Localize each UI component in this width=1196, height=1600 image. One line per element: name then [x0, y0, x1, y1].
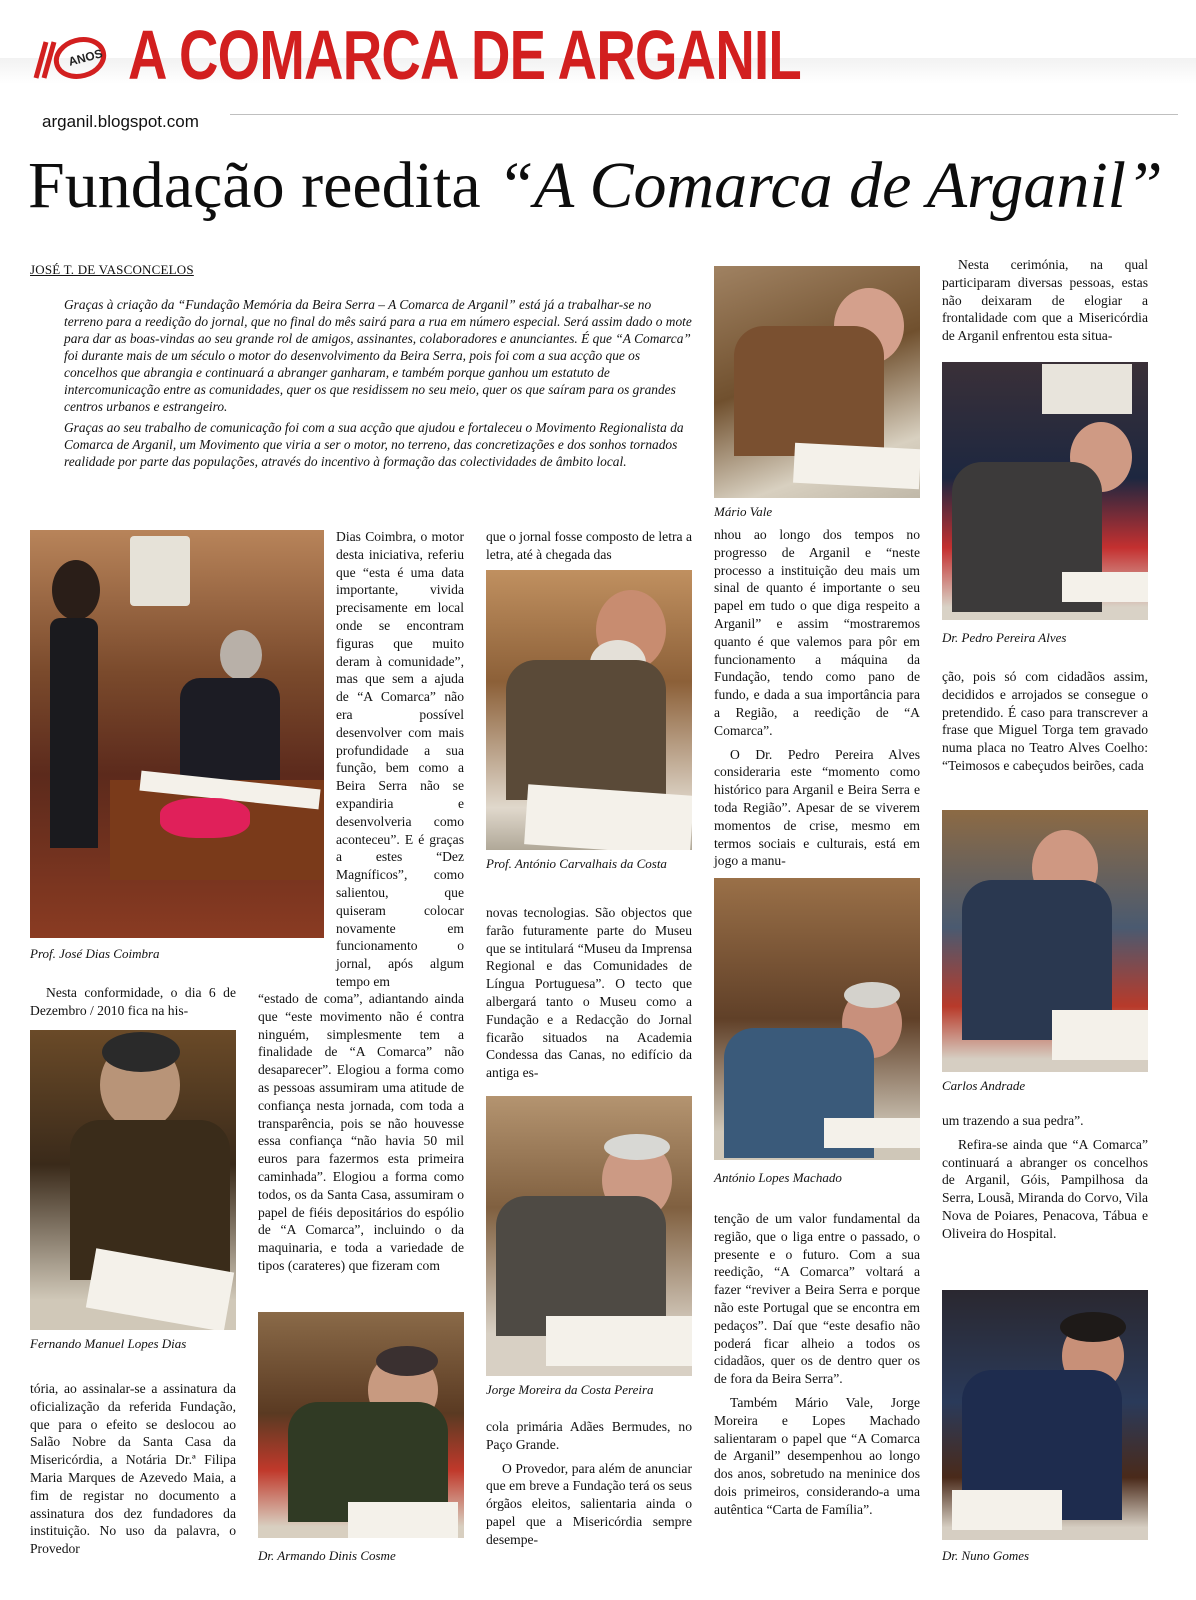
caption-9: Carlos Andrade	[942, 1078, 1026, 1093]
column-3-a	[486, 528, 692, 570]
photo-carlos-andrade	[942, 810, 1148, 1072]
photo-armando-dinis-cosme	[258, 1312, 464, 1538]
caption-3: Prof. António Carvalhais da Costa	[486, 856, 667, 871]
photo-antonio-carvalhais	[486, 570, 692, 850]
column-2-b	[258, 990, 464, 1281]
col4-paragraph-3: tenção de um valor fundamental da região, que o liga entre o passado, o presente e o futuro. Com a sua reedição, “A Comarca” voltará a fazer “reviver a Beira Serra e porque não este Portugal que se encontra em pedaços”. Daí que “este desafio não poderá ficar alheio a todos os cidadãos, quer os de dentro quer os de fora da Beira Serra”.	[714, 1211, 920, 1387]
column-4-a	[714, 526, 920, 876]
caption-2: Fernando Manuel Lopes Dias	[30, 1336, 187, 1351]
col3-paragraph-2: cola primária Adães Bermudes, no Paço Grande.	[486, 1419, 692, 1452]
headline-text: Fundação reedita	[28, 149, 498, 222]
article-lead	[64, 296, 692, 474]
masthead-divider	[230, 114, 1178, 115]
col4-paragraph-4: Também Mário Vale, Jorge Moreira e Lopes Machado salientaram o papel que “A Comarca de Arganil” desempenhou ao longo dos anos, sobretudo na meninice dos dois primeiros, considerando-a uma autêntica “Carta de Família”.	[714, 1394, 920, 1517]
photo-fernando-lopes-dias	[30, 1030, 236, 1330]
col3-paragraph: que o jornal fosse composto de letra a letra, até à chegada das	[486, 529, 692, 562]
photo-jose-dias-coimbra	[30, 530, 324, 938]
column-3-c	[486, 1418, 692, 1555]
photo-pedro-pereira-alves	[942, 362, 1148, 620]
column-5-a	[942, 256, 1148, 351]
photo-antonio-lopes-machado	[714, 878, 920, 1160]
col4-paragraph-2: O Dr. Pedro Pereira Alves consideraria este “momento como histórico para Arganil e Beira Serra e toda Região”. Apesar de se viverem momentos de crise, mesmo em termos sociais e culturais, está em jogo a manu-	[714, 746, 920, 869]
photo-mario-vale	[714, 266, 920, 498]
photo-jorge-moreira	[486, 1096, 692, 1376]
column-5-b	[942, 668, 1148, 781]
column-3-b	[486, 904, 692, 1088]
svg-text:ANOS: ANOS	[66, 46, 104, 69]
blog-url[interactable]: arganil.blogspot.com	[42, 112, 199, 131]
masthead-title: A COMARCA DE ARGANIL	[128, 16, 801, 94]
col3-paragraph-cont: novas tecnologias. São objectos que farão futuramente parte do Museu que se intitulará “Museu da Imprensa Regional e das Comunidades de Língua Portuguesa”. O tecto que albergará tanto o Museu como a Fundação e a Redacção do Jornal ficarão situados na Academia Condessa das Canas, no edifício da antiga es-	[486, 905, 692, 1081]
col1-paragraph-cont: tória, ao assinalar-se a assinatura da oficialização da referida Fundação, que para o efeito se deslocou ao Salão Nobre da Santa Casa da Misericórdia, a Notária Dr.ª Filipa Maria Marques de Azevedo Maia, a fim de registar no documento a assinatura dos dez fundadores da instituição. No uso da palavra, o Provedor	[30, 1381, 236, 1557]
col3-paragraph-3: O Provedor, para além de anunciar que em breve a Fundação terá os seus órgãos eleitos, salientaria ainda o papel que a Misericórdia sempre desempe-	[486, 1460, 692, 1547]
column-1-b	[30, 1380, 236, 1564]
caption-5: Jorge Moreira da Costa Pereira	[486, 1382, 654, 1397]
col4-paragraph: nhou ao longo dos tempos no progresso de Arganil e “neste processo a instituição deu mais um sinal de quanto é importante o seu papel em tudo o que diga respeito a Arganil” e assim “mostraremos quanto é que valemos para pôr em funcionamento a máquina da Fundação, tendo como pano de fundo, e dada a sua importância para a Região, a reedição de “A Comarca”.	[714, 527, 920, 738]
caption-10: Dr. Nuno Gomes	[942, 1548, 1030, 1563]
col5-paragraph: Nesta cerimónia, na qual participaram diversas pessoas, estas não deixaram de elogiar a frontalidade com que a Misericórdia de Arganil enfrentou esta situa-	[942, 257, 1148, 344]
caption-7: António Lopes Machado	[714, 1170, 842, 1185]
column-1-a	[30, 984, 236, 1026]
byline: JOSÉ T. DE VASCONCELOS	[30, 262, 194, 277]
anniversary-logo	[30, 32, 108, 84]
caption-6: Mário Vale	[714, 504, 773, 519]
photo-nuno-gomes	[942, 1290, 1148, 1540]
col1-paragraph: Nesta conformidade, o dia 6 de Dezembro / 2010 fica na his-	[30, 985, 236, 1018]
column-5-c	[942, 1112, 1148, 1249]
headline-italic: “A Comarca de Arganil”	[497, 149, 1163, 222]
caption-8: Dr. Pedro Pereira Alves	[942, 630, 1067, 645]
caption-1: Prof. José Dias Coimbra	[30, 946, 160, 961]
column-2-a	[336, 528, 464, 997]
lead-paragraph-2: Graças ao seu trabalho de comunicação foi com a sua acção que ajudou e fortaleceu o Movimento Regionalista da Comarca de Arganil, um Movimento que viria a ser o motor, no terreno, das concretizações e dos sonhos tornados realidade por parte das populações, através do incentivo à formação das colectividades de âmbito local.	[64, 420, 684, 469]
col5-paragraph-2: ção, pois só com cidadãos assim, decididos e arrojados se consegue o pretendido. É caso para transcrever a frase que Miguel Torga tem gravado numa placa no Teatro Alves Coelho: “Teimosos e cabeçudos beirões, cada	[942, 669, 1148, 773]
col5-paragraph-3: um trazendo a sua pedra”.	[942, 1113, 1084, 1128]
col2-paragraph-cont: “estado de coma”, adiantando ainda que “este movimento não é contra ninguém, simplesmente tem a finalidade de “A Comarca” não desaparecer”. Elogiou a forma como as pessoas assumiram uma atitude de confiança nesta jornada, com toda a transparência, pois se não houvesse essa confiança “não havia 50 mil euros para fazermos esta primeira caminhada”. Elogiou a forma como todos, os da Santa Casa, assumiram o papel de fiéis depositários do espólio de “A Comarca”, incluindo o da maquinaria, e toda a variedade de tipos (carateres) que fizeram com	[258, 991, 464, 1273]
caption-4: Dr. Armando Dinis Cosme	[258, 1548, 396, 1563]
col5-paragraph-4: Refira-se ainda que “A Comarca” continuará a abranger os concelhos de Arganil, Góis, Pampilhosa da Serra, Lousã, Miranda do Corvo, Vila Nova de Poiares, Penacova, Tábua e Oliveira do Hospital.	[942, 1136, 1148, 1241]
column-4-b	[714, 1210, 920, 1525]
lead-paragraph-1: Graças à criação da “Fundação Memória da Beira Serra – A Comarca de Arganil” está já a trabalhar-se no terreno para a reedição do jornal, que no final do mês sairá para a rua em número especial. Será assim dado o mote para dar as boas-vindas ao seu grande rol de amigos, assinantes, colaboradores e anunciantes. É que “A Comarca” foi durante mais de um século o motor do desenvolvimento da Beira Serra, pois foi com a sua acção que os concelhos que abrangia e continuará a abranger ganharam, e também porque ganhou um estatuto de intercomunicação entre as comunidades, quer os que residissem no seu meio, quer os que saíram para os grandes centros urbanos e estrangeiro.	[64, 297, 692, 414]
article-headline	[28, 148, 1163, 224]
col2-paragraph: Dias Coimbra, o motor desta iniciativa, referiu que “esta é uma data importante, vivida precisamente em local onde se encontram figuras que muito deram à comunidade”, mas que sem a ajuda de “A Comarca” não era possível desenvolver com mais profundidade a sua função, bem como a Beira Serra não se expandiria e desenvolveria como aconteceu”. E é graças a estes “Dez Magníficos”, como salientou, que quiseram colocar novamente em funcionamento o jornal, após algum tempo em	[336, 529, 464, 989]
